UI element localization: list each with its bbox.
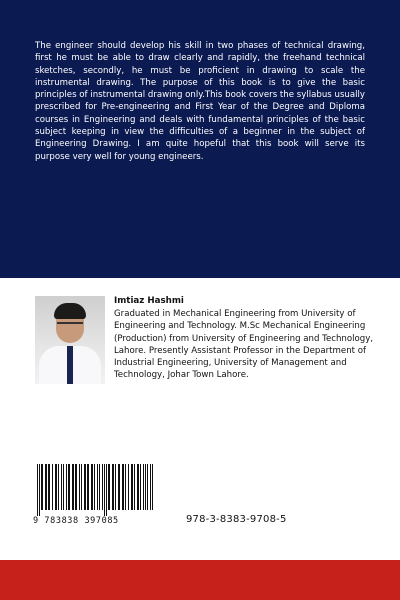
author-bio: Graduated in Mechanical Engineering from University of Engineering and Technology. M.Sc Mechanical Engineering (Production) from University of Engineering and Technology, Lahore. Presently Assistant Professor in the Department of Industrial Engineering, University of Management and Technology, Johar Town Lahore. (114, 309, 374, 381)
back-cover-top-panel (0, 0, 400, 278)
barcode-digits: 9 783838 397085 (33, 516, 119, 526)
barcode-bars (33, 464, 153, 516)
author-photo (35, 296, 105, 384)
isbn-number: 978-3-8383-9708-5 (186, 514, 287, 525)
author-name: Imtiaz Hashmi (114, 296, 184, 306)
bottom-red-band (0, 560, 400, 600)
book-blurb: The engineer should develop his skill in two phases of technical drawing, first he must be able to draw clearly and rapidly, the freehand technical sketches, secondly, he must be proficient in drawing to scale the instrumental drawing. The purpose of this book is to give the basic principles of instrumental drawing only.This book covers the syllabus usually prescribed for Pre-engineering and First Year of the Degree and Diploma courses in Engineering and deals with fundamental principles of the basic subject keeping in view the difficulties of a beginner in the subject of Engineering Drawing. I am quite hopeful that this book will serve its purpose very well for young engineers. (35, 41, 365, 162)
